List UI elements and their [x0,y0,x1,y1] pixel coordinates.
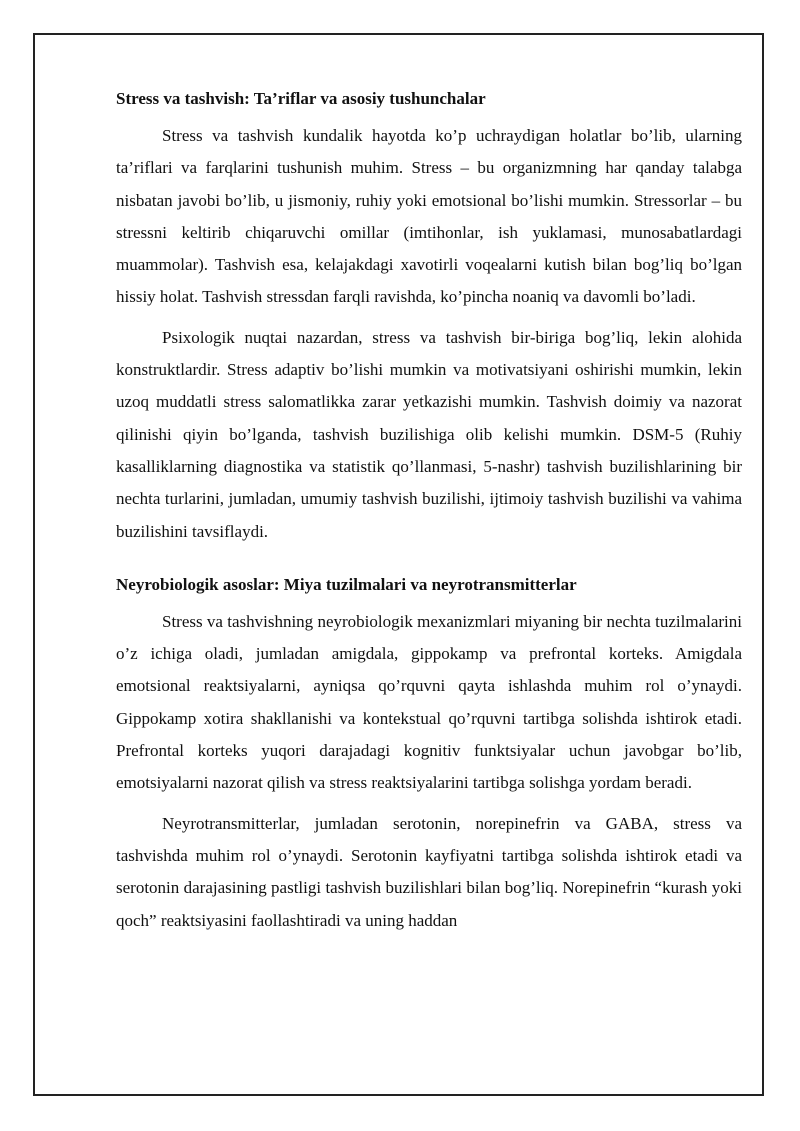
paragraph: Stress va tashvish kundalik hayotda ko’p uchraydigan holatlar bo’lib, ularning ta’riflari va farqlarini tushunish muhim. Stress – bu organizmning har qanday talabga nisbatan javobi bo’lib, u jismoniy, ruhiy yoki emotsional bo’lishi mumkin. Stressorlar – bu stressni keltirib chiqaruvchi omillar (imtihonlar, ish yuklamasi, munosabatlardagi muammolar). Tashvish esa, kelajakdagi xavotirli voqealarni kutish bilan bog’liq bo’lgan hissiy holat. Tashvish stressdan farqli ravishda, ko’pincha noaniq va davomli bo’ladi. [116,126,742,307]
paragraph: Stress va tashvishning neyrobiologik mexanizmlari miyaning bir nechta tuzilmalarini o’z ichiga oladi, jumladan amigdala, gippokamp va prefrontal korteks. Amigdala emotsional reaktsiyalarni, ayniqsa qo’rquvni qayta ishlashda muhim rol o’ynaydi. Gippokamp xotira shakllanishi va kontekstual qo’rquvni tartibga solishda ishtirok etadi. Prefrontal korteks yuqori darajadagi kognitiv funktsiyalar uchun javobgar bo’lib, emotsiyalarni nazorat qilish va stress reaktsiyalarini tartibga solishga yordam beradi. [116,611,742,793]
section-heading-definitions: Stress va tashvish: Ta’riflar va asosiy tushunchalar [116,89,486,108]
section-heading-neurobiology: Neyrobiologik asoslar: Miya tuzilmalari va neyrotransmitterlar [116,574,577,594]
document-body [116,82,742,945]
paragraph: Neyrotransmitterlar, jumladan serotonin, norepinefrin va GABA, stress va tashvishda muhim rol o’ynaydi. Serotonin kayfiyatni tartibga solishda ishtirok etadi va serotonin darajasining pastligi tashvish buzilishlari bilan bog’liq. Norepinefrin “kurash yoki qoch” reaktsiyasini faollashtiradi va uning haddan [116,813,742,930]
paragraph: Psixologik nuqtai nazardan, stress va tashvish bir-biriga bog’liq, lekin alohida konstruktlardir. Stress adaptiv bo’lishi mumkin va motivatsiyani oshirishi mumkin, lekin uzoq muddatli stress salomatlikka zarar yetkazishi mumkin. Tashvish doimiy va nazorat qilinishi qiyin bo’lganda, tashvish buzilishiga olib kelishi mumkin. DSM-5 (Ruhiy kasalliklarning diagnostika va statistik qo’llanmasi, 5-nashr) tashvish buzilishlarining bir nechta turlarini, jumladan, umumiy tashvish buzilishi, ijtimoiy tashvish buzilishi va vahima buzilishini tavsiflaydi. [116,327,742,541]
